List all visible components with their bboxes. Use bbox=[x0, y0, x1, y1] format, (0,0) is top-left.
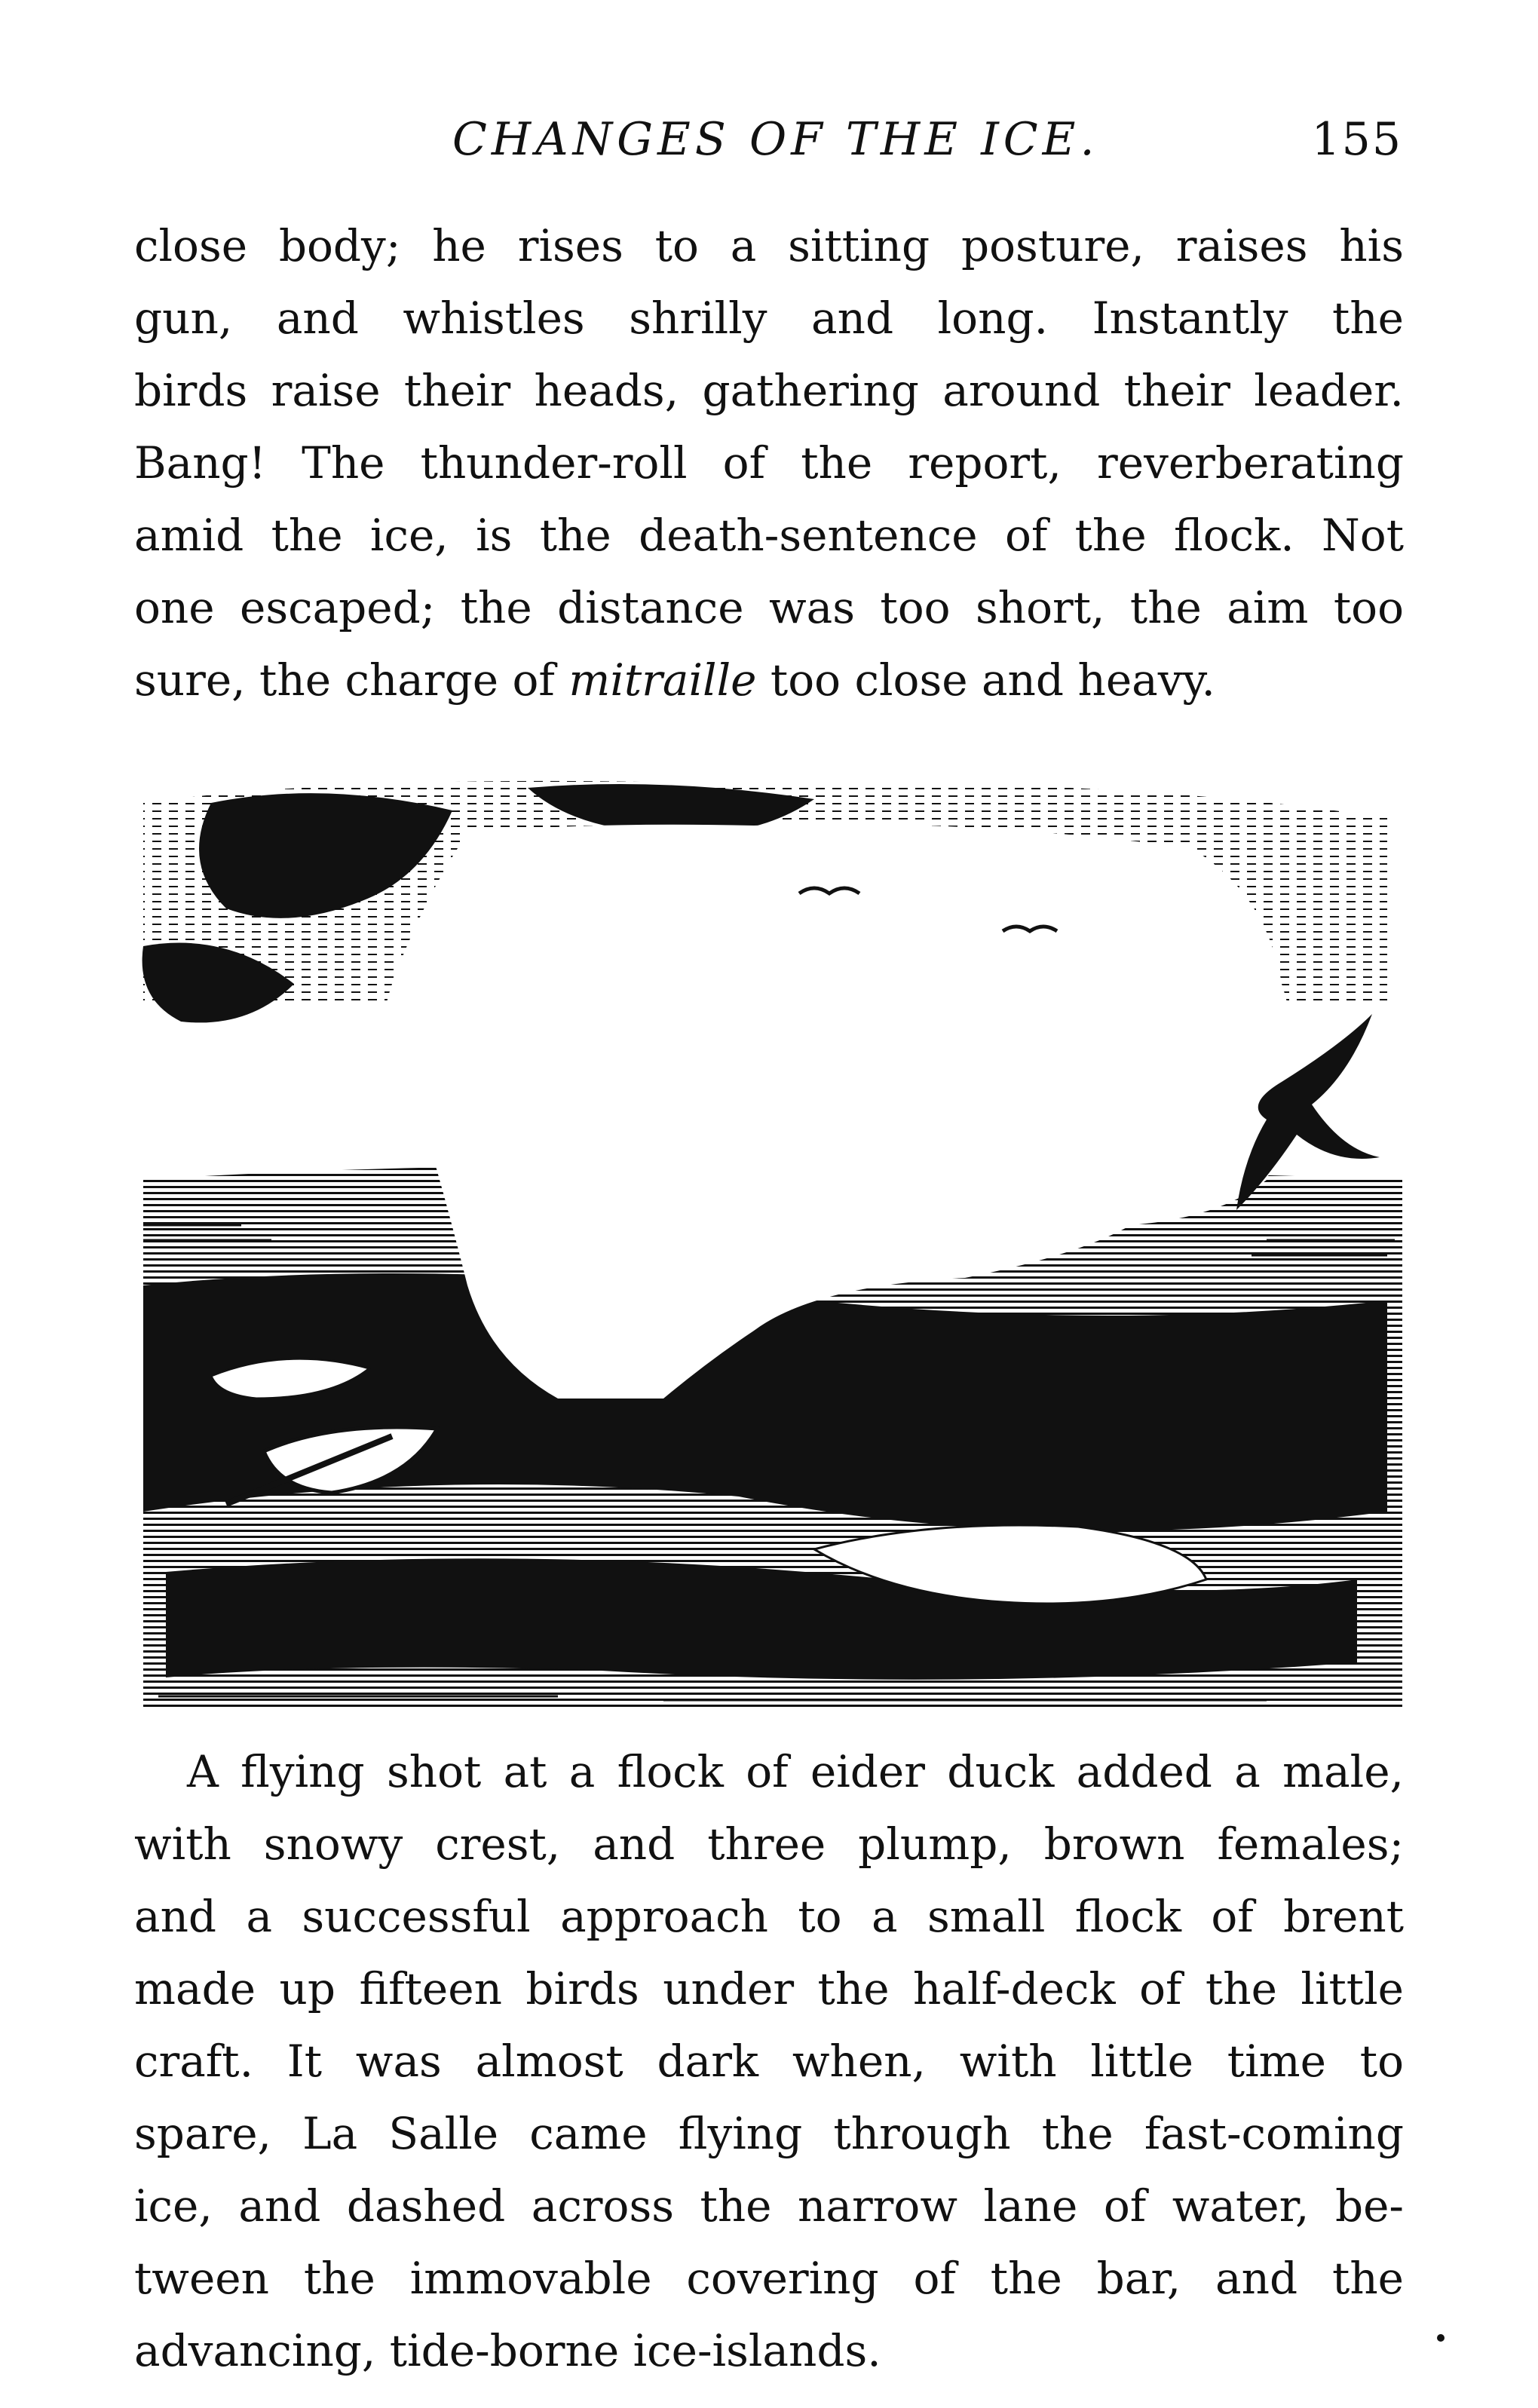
paragraph-line: A flying shot at a flock of eider duck added a male, bbox=[187, 1746, 1404, 1797]
paragraph-line: spare, La Salle came flying through the fast-coming bbox=[134, 2108, 1404, 2159]
paragraph-line: and a successful approach to a small flock of brent bbox=[134, 1891, 1404, 1942]
paragraph-line: one escaped; the distance was too short, the aim too bbox=[134, 582, 1404, 633]
paragraph-line: close body; he rises to a sitting posture, raises his bbox=[134, 220, 1404, 271]
italic-word: mitraille bbox=[568, 654, 757, 706]
paragraph-line: birds raise their heads, gathering around their leader. bbox=[134, 365, 1404, 416]
paragraph-line-last: advancing, tide-borne ice-islands. bbox=[134, 2325, 881, 2376]
paragraph-line: craft. It was almost dark when, with little time to bbox=[134, 2036, 1404, 2087]
text-run: sure, the charge of bbox=[134, 654, 569, 706]
engraving-ice-floes-and-birds-icon bbox=[136, 758, 1402, 1715]
text-run: too close and heavy. bbox=[756, 654, 1215, 706]
page-number: 155 bbox=[1311, 113, 1402, 166]
paragraph-line: gun, and whistles shrilly and long. Instantly the bbox=[134, 293, 1404, 344]
paragraph-line: ice, and dashed across the narrow lane of water, be- bbox=[134, 2180, 1404, 2232]
paragraph-line: Bang! The thunder-roll of the report, reverberating bbox=[134, 437, 1404, 489]
paragraph-line: amid the ice, is the death-sentence of the flock. Not bbox=[134, 510, 1404, 561]
running-head bbox=[121, 113, 1402, 173]
paragraph-line: with snowy crest, and three plump, brown females; bbox=[134, 1818, 1404, 1870]
paragraph-1 bbox=[134, 210, 1404, 716]
paragraph-line: tween the immovable covering of the bar, and the bbox=[134, 2253, 1404, 2304]
paragraph-line: made up fifteen birds under the half-deck of the little bbox=[134, 1963, 1404, 2014]
running-title: CHANGES OF THE ICE. bbox=[452, 113, 1099, 166]
paragraph-2 bbox=[134, 1736, 1404, 2387]
paragraph-line-last bbox=[134, 644, 1404, 716]
ink-dot bbox=[1437, 2334, 1445, 2342]
